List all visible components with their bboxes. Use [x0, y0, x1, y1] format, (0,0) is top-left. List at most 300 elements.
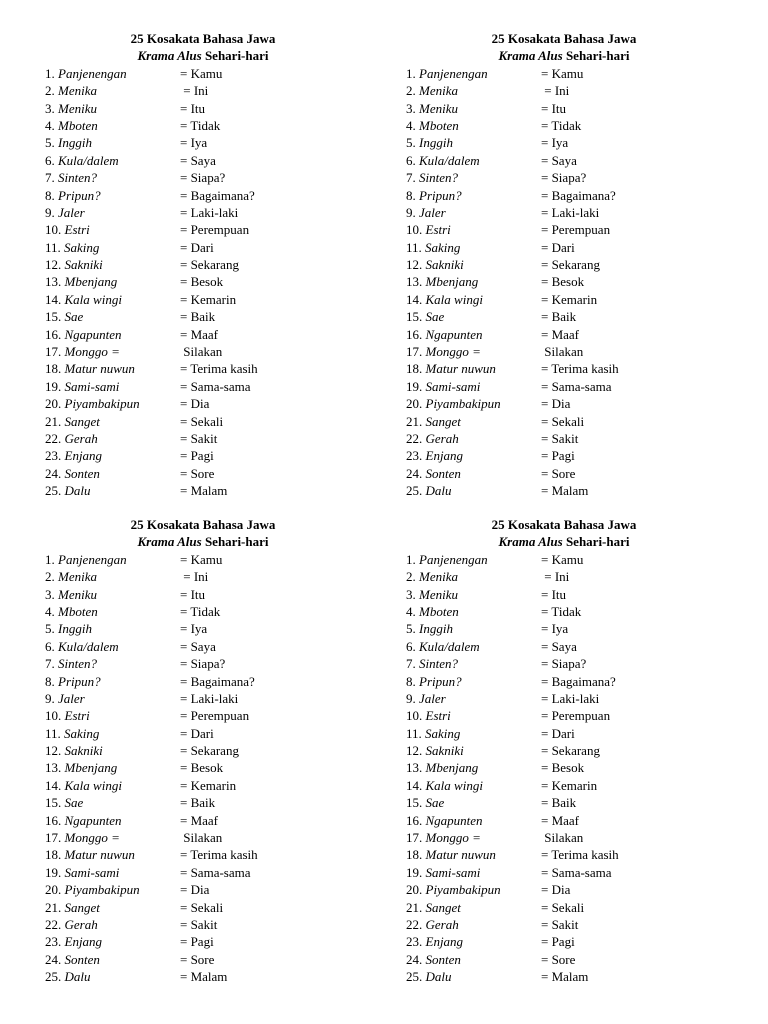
indonesian-meaning: = Maaf: [180, 326, 219, 342]
vocabulary-item: [45, 742, 375, 759]
item-number: 13.: [406, 274, 423, 290]
indonesian-meaning: = Itu: [541, 100, 567, 116]
indonesian-meaning: = Sore: [180, 951, 215, 967]
javanese-term: Meniku: [58, 586, 97, 602]
item-number: 25.: [406, 969, 423, 985]
javanese-term: Kula/dalem: [419, 152, 480, 168]
indonesian-meaning: = Maaf: [541, 812, 580, 828]
javanese-term: Mbenjang: [64, 760, 118, 776]
indonesian-meaning: = Tidak: [541, 117, 582, 133]
javanese-term: Gerah: [64, 916, 98, 932]
indonesian-meaning: = Sekarang: [541, 743, 600, 759]
indonesian-meaning: = Pagi: [541, 934, 575, 950]
subtitle-rest: Sehari-hari: [562, 48, 630, 64]
javanese-term: Sanget: [425, 413, 461, 429]
indonesian-meaning: = Tidak: [541, 603, 582, 619]
indonesian-meaning: = Iya: [541, 135, 569, 151]
item-number: 23.: [45, 448, 62, 464]
vocabulary-item: [45, 430, 375, 447]
javanese-term: Inggih: [419, 621, 453, 637]
item-number: 7.: [45, 656, 55, 672]
indonesian-meaning: = Terima kasih: [180, 847, 258, 863]
vocabulary-item: [45, 968, 375, 985]
vocabulary-block: [406, 30, 736, 500]
javanese-term: Sae: [64, 795, 84, 811]
javanese-term: Sae: [425, 795, 445, 811]
vocabulary-item: [45, 187, 375, 204]
javanese-term: Kula/dalem: [419, 638, 480, 654]
item-number: 22.: [406, 430, 423, 446]
javanese-term: Sae: [64, 309, 84, 325]
item-number: 6.: [406, 152, 416, 168]
javanese-term: Meniku: [419, 586, 458, 602]
indonesian-meaning: = Terima kasih: [180, 361, 258, 377]
item-number: 23.: [406, 934, 423, 950]
vocabulary-item: [406, 134, 736, 151]
javanese-term: Kula/dalem: [58, 152, 119, 168]
indonesian-meaning: = Ini: [541, 83, 570, 99]
vocabulary-item: [45, 899, 375, 916]
vocabulary-item: [45, 273, 375, 290]
javanese-term: Enjang: [64, 448, 103, 464]
vocabulary-item: [45, 239, 375, 256]
indonesian-meaning: = Dia: [541, 882, 571, 898]
indonesian-meaning: = Itu: [541, 586, 567, 602]
vocabulary-item: [406, 812, 736, 829]
indonesian-meaning: = Siapa?: [541, 656, 587, 672]
block-subtitle: [45, 533, 361, 550]
item-number: 12.: [406, 743, 423, 759]
javanese-term: Menika: [58, 569, 97, 585]
javanese-term: Sakniki: [64, 257, 103, 273]
item-number: 3.: [406, 100, 416, 116]
javanese-term: Kula/dalem: [58, 638, 119, 654]
indonesian-meaning: = Dia: [541, 396, 571, 412]
javanese-term: Estri: [64, 222, 90, 238]
javanese-term: Piyambakipun: [64, 882, 140, 898]
indonesian-meaning: = Bagaimana?: [180, 187, 255, 203]
item-number: 23.: [406, 448, 423, 464]
item-number: 1.: [45, 65, 55, 81]
item-number: 13.: [406, 760, 423, 776]
javanese-term: Inggih: [58, 621, 92, 637]
block-subtitle: [406, 47, 722, 64]
vocabulary-item: [45, 82, 375, 99]
javanese-term: Sae: [425, 309, 445, 325]
javanese-term: Saking: [425, 725, 461, 741]
indonesian-meaning: = Sekarang: [541, 257, 600, 273]
vocabulary-item: [45, 725, 375, 742]
javanese-term: Mbenjang: [64, 274, 118, 290]
javanese-term: Estri: [425, 708, 451, 724]
indonesian-meaning: = Maaf: [180, 812, 219, 828]
vocabulary-item: [406, 777, 736, 794]
javanese-term: Dalu: [425, 969, 452, 985]
vocabulary-item: [406, 638, 736, 655]
subtitle-italic: Krama Alus: [137, 534, 202, 550]
indonesian-meaning: = Sakit: [180, 430, 218, 446]
item-number: 20.: [45, 396, 62, 412]
item-number: 9.: [406, 204, 416, 220]
vocabulary-item: [406, 291, 736, 308]
vocabulary-item: [406, 864, 736, 881]
vocabulary-item: [406, 187, 736, 204]
javanese-term: Matur nuwun: [64, 361, 135, 377]
indonesian-meaning: = Perempuan: [541, 222, 611, 238]
vocabulary-block: [45, 30, 375, 500]
item-number: 12.: [406, 257, 423, 273]
item-number: 4.: [406, 117, 416, 133]
indonesian-meaning: = Malam: [541, 969, 589, 985]
javanese-term: Dalu: [64, 483, 91, 499]
vocabulary-item: [406, 343, 736, 360]
vocabulary-item: [45, 603, 375, 620]
item-number: 17.: [406, 830, 423, 846]
vocabulary-item: [406, 360, 736, 377]
item-number: 21.: [45, 899, 62, 915]
indonesian-meaning: = Baik: [541, 309, 577, 325]
indonesian-meaning: = Kamu: [180, 65, 223, 81]
item-number: 22.: [45, 430, 62, 446]
vocabulary-item: [45, 447, 375, 464]
indonesian-meaning: = Malam: [180, 969, 228, 985]
vocabulary-item: [45, 134, 375, 151]
item-number: 24.: [406, 465, 423, 481]
item-number: 22.: [406, 916, 423, 932]
item-number: 16.: [45, 812, 62, 828]
block-title: 25 Kosakata Bahasa Jawa: [130, 31, 276, 46]
item-number: 25.: [45, 969, 62, 985]
javanese-term: Enjang: [425, 448, 464, 464]
vocabulary-item: [406, 742, 736, 759]
indonesian-meaning: = Tidak: [180, 603, 221, 619]
vocabulary-item: [45, 951, 375, 968]
item-number: 24.: [406, 951, 423, 967]
javanese-term: Ngapunten: [425, 326, 483, 342]
javanese-term: Sinten?: [419, 656, 458, 672]
vocabulary-item: [406, 794, 736, 811]
javanese-term: Ngapunten: [64, 812, 122, 828]
javanese-term: Matur nuwun: [425, 361, 496, 377]
vocabulary-item: [45, 465, 375, 482]
vocabulary-block: [45, 516, 375, 986]
indonesian-meaning: = Sakit: [541, 430, 579, 446]
item-number: 8.: [406, 187, 416, 203]
javanese-term: Enjang: [64, 934, 103, 950]
item-number: 20.: [406, 396, 423, 412]
indonesian-meaning: = Ini: [180, 569, 209, 585]
javanese-term: Inggih: [419, 135, 453, 151]
javanese-term: Sanget: [64, 899, 100, 915]
item-number: 3.: [45, 100, 55, 116]
item-number: 14.: [45, 291, 62, 307]
vocabulary-item: [45, 916, 375, 933]
indonesian-meaning: = Sama-sama: [180, 864, 251, 880]
item-number: 9.: [406, 690, 416, 706]
item-number: 1.: [406, 551, 416, 567]
item-number: 19.: [406, 864, 423, 880]
item-number: 19.: [45, 378, 62, 394]
item-number: 17.: [406, 344, 423, 360]
vocabulary-item: [406, 308, 736, 325]
javanese-term: Mboten: [58, 603, 98, 619]
indonesian-meaning: = Saya: [180, 152, 216, 168]
javanese-term: Sami-sami: [425, 864, 481, 880]
block-subtitle: [45, 47, 361, 64]
vocabulary-item: [45, 291, 375, 308]
vocabulary-item: [406, 152, 736, 169]
item-number: 15.: [406, 309, 423, 325]
item-number: 11.: [406, 239, 422, 255]
javanese-term: Menika: [419, 569, 458, 585]
indonesian-meaning: = Siapa?: [180, 170, 226, 186]
indonesian-meaning: = Itu: [180, 586, 206, 602]
item-number: 21.: [406, 899, 423, 915]
subtitle-rest: Sehari-hari: [201, 534, 269, 550]
indonesian-meaning: = Baik: [180, 795, 216, 811]
subtitle-italic: Krama Alus: [137, 48, 202, 64]
vocabulary-item: [406, 707, 736, 724]
indonesian-meaning: = Dia: [180, 882, 210, 898]
vocabulary-item: [406, 829, 736, 846]
javanese-term: Sami-sami: [64, 864, 120, 880]
vocabulary-item: [45, 690, 375, 707]
vocabulary-item: [45, 568, 375, 585]
indonesian-meaning: = Baik: [541, 795, 577, 811]
vocabulary-item: [45, 759, 375, 776]
javanese-term: Monggo =: [425, 344, 481, 360]
item-number: 6.: [45, 152, 55, 168]
vocabulary-item: [406, 430, 736, 447]
indonesian-meaning: = Bagaimana?: [541, 673, 616, 689]
javanese-term: Jaler: [58, 204, 85, 220]
item-number: 9.: [45, 690, 55, 706]
javanese-term: Mbenjang: [425, 274, 479, 290]
vocabulary-item: [45, 812, 375, 829]
javanese-term: Kala wingi: [64, 777, 122, 793]
indonesian-meaning: = Sekarang: [180, 257, 239, 273]
vocabulary-item: [45, 482, 375, 499]
javanese-term: Mbenjang: [425, 760, 479, 776]
vocabulary-item: [406, 221, 736, 238]
vocabulary-item: [406, 551, 736, 568]
item-number: 5.: [406, 621, 416, 637]
item-number: 15.: [45, 309, 62, 325]
vocabulary-item: [406, 899, 736, 916]
indonesian-meaning: = Sama-sama: [541, 864, 612, 880]
javanese-term: Matur nuwun: [425, 847, 496, 863]
indonesian-meaning: = Laki-laki: [180, 204, 239, 220]
item-number: 20.: [406, 882, 423, 898]
item-number: 4.: [45, 117, 55, 133]
javanese-term: Gerah: [64, 430, 98, 446]
subtitle-italic: Krama Alus: [498, 534, 563, 550]
vocabulary-item: [406, 655, 736, 672]
vocabulary-item: [406, 82, 736, 99]
item-number: 10.: [406, 222, 423, 238]
vocabulary-item: [45, 326, 375, 343]
indonesian-meaning: = Sekali: [180, 413, 224, 429]
indonesian-meaning: = Kemarin: [541, 291, 598, 307]
item-number: 5.: [45, 621, 55, 637]
item-number: 23.: [45, 934, 62, 950]
indonesian-meaning: = Kamu: [541, 551, 584, 567]
indonesian-meaning: = Sekarang: [180, 743, 239, 759]
item-number: 11.: [406, 725, 422, 741]
item-number: 2.: [45, 569, 55, 585]
indonesian-meaning: = Bagaimana?: [180, 673, 255, 689]
javanese-term: Jaler: [419, 204, 446, 220]
indonesian-meaning: Silakan: [180, 344, 223, 360]
indonesian-meaning: = Baik: [180, 309, 216, 325]
vocabulary-item: [45, 413, 375, 430]
indonesian-meaning: = Perempuan: [541, 708, 611, 724]
indonesian-meaning: = Sore: [541, 951, 576, 967]
vocabulary-item: [45, 638, 375, 655]
item-number: 25.: [406, 483, 423, 499]
item-number: 11.: [45, 239, 61, 255]
indonesian-meaning: = Iya: [180, 621, 208, 637]
javanese-term: Gerah: [425, 430, 459, 446]
indonesian-meaning: = Perempuan: [180, 222, 250, 238]
item-number: 11.: [45, 725, 61, 741]
javanese-term: Dalu: [64, 969, 91, 985]
javanese-term: Menika: [419, 83, 458, 99]
indonesian-meaning: = Saya: [541, 638, 577, 654]
indonesian-meaning: = Ini: [541, 569, 570, 585]
item-number: 3.: [406, 586, 416, 602]
vocabulary-item: [406, 413, 736, 430]
vocabulary-item: [45, 620, 375, 637]
vocabulary-item: [45, 65, 375, 82]
block-subtitle: [406, 533, 722, 550]
javanese-term: Matur nuwun: [64, 847, 135, 863]
item-number: 2.: [406, 83, 416, 99]
item-number: 16.: [406, 812, 423, 828]
vocabulary-item: [406, 465, 736, 482]
javanese-term: Piyambakipun: [425, 396, 501, 412]
javanese-term: Sami-sami: [64, 378, 120, 394]
javanese-term: Saking: [64, 239, 100, 255]
indonesian-meaning: = Bagaimana?: [541, 187, 616, 203]
vocabulary-item: [406, 951, 736, 968]
javanese-term: Kala wingi: [64, 291, 122, 307]
vocabulary-item: [45, 655, 375, 672]
javanese-term: Sanget: [425, 899, 461, 915]
item-number: 8.: [45, 187, 55, 203]
item-number: 2.: [45, 83, 55, 99]
javanese-term: Monggo =: [425, 830, 481, 846]
item-number: 24.: [45, 465, 62, 481]
item-number: 12.: [45, 743, 62, 759]
indonesian-meaning: = Saya: [541, 152, 577, 168]
item-number: 4.: [406, 603, 416, 619]
javanese-term: Saking: [425, 239, 461, 255]
vocabulary-item: [406, 482, 736, 499]
indonesian-meaning: = Sore: [180, 465, 215, 481]
item-number: 16.: [406, 326, 423, 342]
indonesian-meaning: = Laki-laki: [541, 690, 600, 706]
indonesian-meaning: = Kemarin: [541, 777, 598, 793]
vocabulary-item: [406, 933, 736, 950]
javanese-term: Mboten: [419, 603, 459, 619]
item-number: 18.: [406, 361, 423, 377]
indonesian-meaning: = Laki-laki: [541, 204, 600, 220]
javanese-term: Meniku: [58, 100, 97, 116]
indonesian-meaning: = Sakit: [541, 916, 579, 932]
block-title: 25 Kosakata Bahasa Jawa: [130, 517, 276, 532]
item-number: 19.: [406, 378, 423, 394]
indonesian-meaning: = Dari: [180, 725, 214, 741]
vocabulary-block: [406, 516, 736, 986]
subtitle-rest: Sehari-hari: [562, 534, 630, 550]
indonesian-meaning: = Besok: [180, 274, 224, 290]
javanese-term: Inggih: [58, 135, 92, 151]
javanese-term: Saking: [64, 725, 100, 741]
javanese-term: Kala wingi: [425, 291, 483, 307]
item-number: 22.: [45, 916, 62, 932]
javanese-term: Menika: [58, 83, 97, 99]
vocabulary-item: [45, 152, 375, 169]
item-number: 14.: [406, 291, 423, 307]
indonesian-meaning: Silakan: [541, 344, 584, 360]
item-number: 8.: [406, 673, 416, 689]
vocabulary-item: [406, 620, 736, 637]
indonesian-meaning: = Iya: [541, 621, 569, 637]
javanese-term: Sami-sami: [425, 378, 481, 394]
javanese-term: Jaler: [58, 690, 85, 706]
javanese-term: Pripun?: [58, 673, 101, 689]
item-number: 7.: [45, 170, 55, 186]
item-number: 4.: [45, 603, 55, 619]
vocabulary-item: [406, 100, 736, 117]
javanese-term: Mboten: [419, 117, 459, 133]
item-number: 13.: [45, 760, 62, 776]
block-title: 25 Kosakata Bahasa Jawa: [491, 31, 637, 46]
item-number: 17.: [45, 344, 62, 360]
vocabulary-item: [406, 968, 736, 985]
item-number: 2.: [406, 569, 416, 585]
indonesian-meaning: = Sekali: [541, 413, 585, 429]
javanese-term: Panjenengan: [419, 551, 488, 567]
indonesian-meaning: = Iya: [180, 135, 208, 151]
vocabulary-item: [406, 846, 736, 863]
indonesian-meaning: = Kamu: [180, 551, 223, 567]
indonesian-meaning: = Kemarin: [180, 777, 237, 793]
vocabulary-item: [406, 204, 736, 221]
vocabulary-item: [406, 568, 736, 585]
vocabulary-item: [406, 65, 736, 82]
javanese-term: Sinten?: [58, 656, 97, 672]
indonesian-meaning: = Tidak: [180, 117, 221, 133]
javanese-term: Monggo =: [64, 344, 120, 360]
vocabulary-item: [406, 169, 736, 186]
javanese-term: Sonten: [425, 465, 461, 481]
subtitle-italic: Krama Alus: [498, 48, 563, 64]
indonesian-meaning: = Terima kasih: [541, 361, 619, 377]
item-number: 10.: [45, 222, 62, 238]
javanese-term: Panjenengan: [58, 551, 127, 567]
indonesian-meaning: = Sore: [541, 465, 576, 481]
vocabulary-item: [45, 586, 375, 603]
vocabulary-item: [45, 846, 375, 863]
javanese-term: Sakniki: [425, 257, 464, 273]
indonesian-meaning: = Dia: [180, 396, 210, 412]
javanese-term: Kala wingi: [425, 777, 483, 793]
item-number: 19.: [45, 864, 62, 880]
javanese-term: Pripun?: [419, 187, 462, 203]
javanese-term: Sonten: [64, 465, 100, 481]
